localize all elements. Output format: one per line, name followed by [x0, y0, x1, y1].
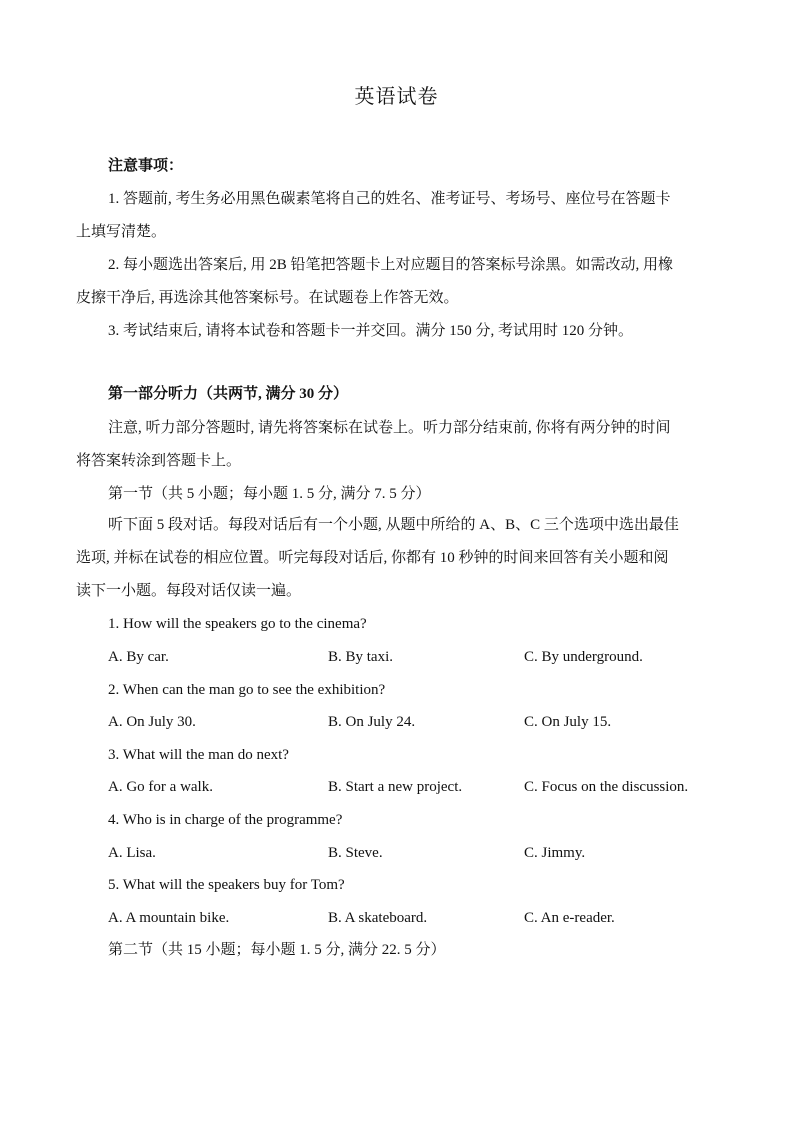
- section1-heading: 第一节（共 5 小题；每小题 1. 5 分, 满分 7. 5 分）: [108, 486, 431, 502]
- notice-item-1-line-2: 上填写清楚。: [76, 224, 167, 240]
- notice-item-2-line-1: 2. 每小题选出答案后, 用 2B 铅笔把答题卡上对应题目的答案标号涂黑。如需改动, 用橡: [108, 257, 674, 273]
- instructions-line-3: 读下一小题。每段对话仅读一遍。: [76, 583, 302, 599]
- question-5-option-b: B. A skateboard.: [328, 910, 428, 926]
- question-2-option-c: C. On July 15.: [524, 714, 612, 730]
- question-5-option-a: A. A mountain bike.: [108, 910, 230, 926]
- question-3-option-b: B. Start a new project.: [328, 779, 463, 795]
- question-4-option-a: A. Lisa.: [108, 845, 156, 861]
- notice-item-3: 3. 考试结束后, 请将本试卷和答题卡一并交回。满分 150 分, 考试用时 120 分钟。: [108, 323, 634, 339]
- question-4-option-b: B. Steve.: [328, 845, 383, 861]
- section2-heading: 第二节（共 15 小题；每小题 1. 5 分, 满分 22. 5 分）: [108, 942, 446, 958]
- question-4-option-c: C. Jimmy.: [524, 845, 586, 861]
- question-3-option-c: C. Focus on the discussion.: [524, 779, 689, 795]
- question-2: 2. When can the man go to see the exhibition?: [108, 682, 386, 698]
- notice-heading: 注意事项：: [108, 158, 184, 174]
- part1-note-line-1: 注意, 听力部分答题时, 请先将答案标在试卷上。听力部分结束前, 你将有两分钟的时间: [108, 420, 671, 436]
- question-3: 3. What will the man do next?: [108, 747, 289, 763]
- part1-heading: 第一部分听力（共两节, 满分 30 分）: [108, 386, 349, 402]
- question-5: 5. What will the speakers buy for Tom?: [108, 877, 345, 893]
- question-2-option-b: B. On July 24.: [328, 714, 416, 730]
- question-1-option-b: B. By taxi.: [328, 649, 394, 665]
- question-2-option-a: A. On July 30.: [108, 714, 196, 730]
- notice-item-2-line-2: 皮擦干净后, 再选涂其他答案标号。在试题卷上作答无效。: [76, 290, 459, 306]
- instructions-line-2: 选项, 并标在试卷的相应位置。听完每段对话后, 你都有 10 秒钟的时间来回答有关小题和阅: [76, 550, 669, 566]
- question-1-option-a: A. By car.: [108, 649, 169, 665]
- question-1-option-c: C. By underground.: [524, 649, 643, 665]
- question-4: 4. Who is in charge of the programme?: [108, 812, 343, 828]
- part1-note-line-2: 将答案转涂到答题卡上。: [76, 453, 242, 469]
- page-title: 英语试卷: [354, 86, 439, 108]
- question-3-option-a: A. Go for a walk.: [108, 779, 213, 795]
- notice-item-1-line-1: 1. 答题前, 考生务必用黑色碳素笔将自己的姓名、准考证号、考场号、座位号在答题卡: [108, 191, 671, 207]
- question-5-option-c: C. An e-reader.: [524, 910, 615, 926]
- instructions-line-1: 听下面 5 段对话。每段对话后有一个小题, 从题中所给的 A、B、C 三个选项中选出最佳: [108, 517, 679, 533]
- question-1: 1. How will the speakers go to the cinema?: [108, 616, 367, 632]
